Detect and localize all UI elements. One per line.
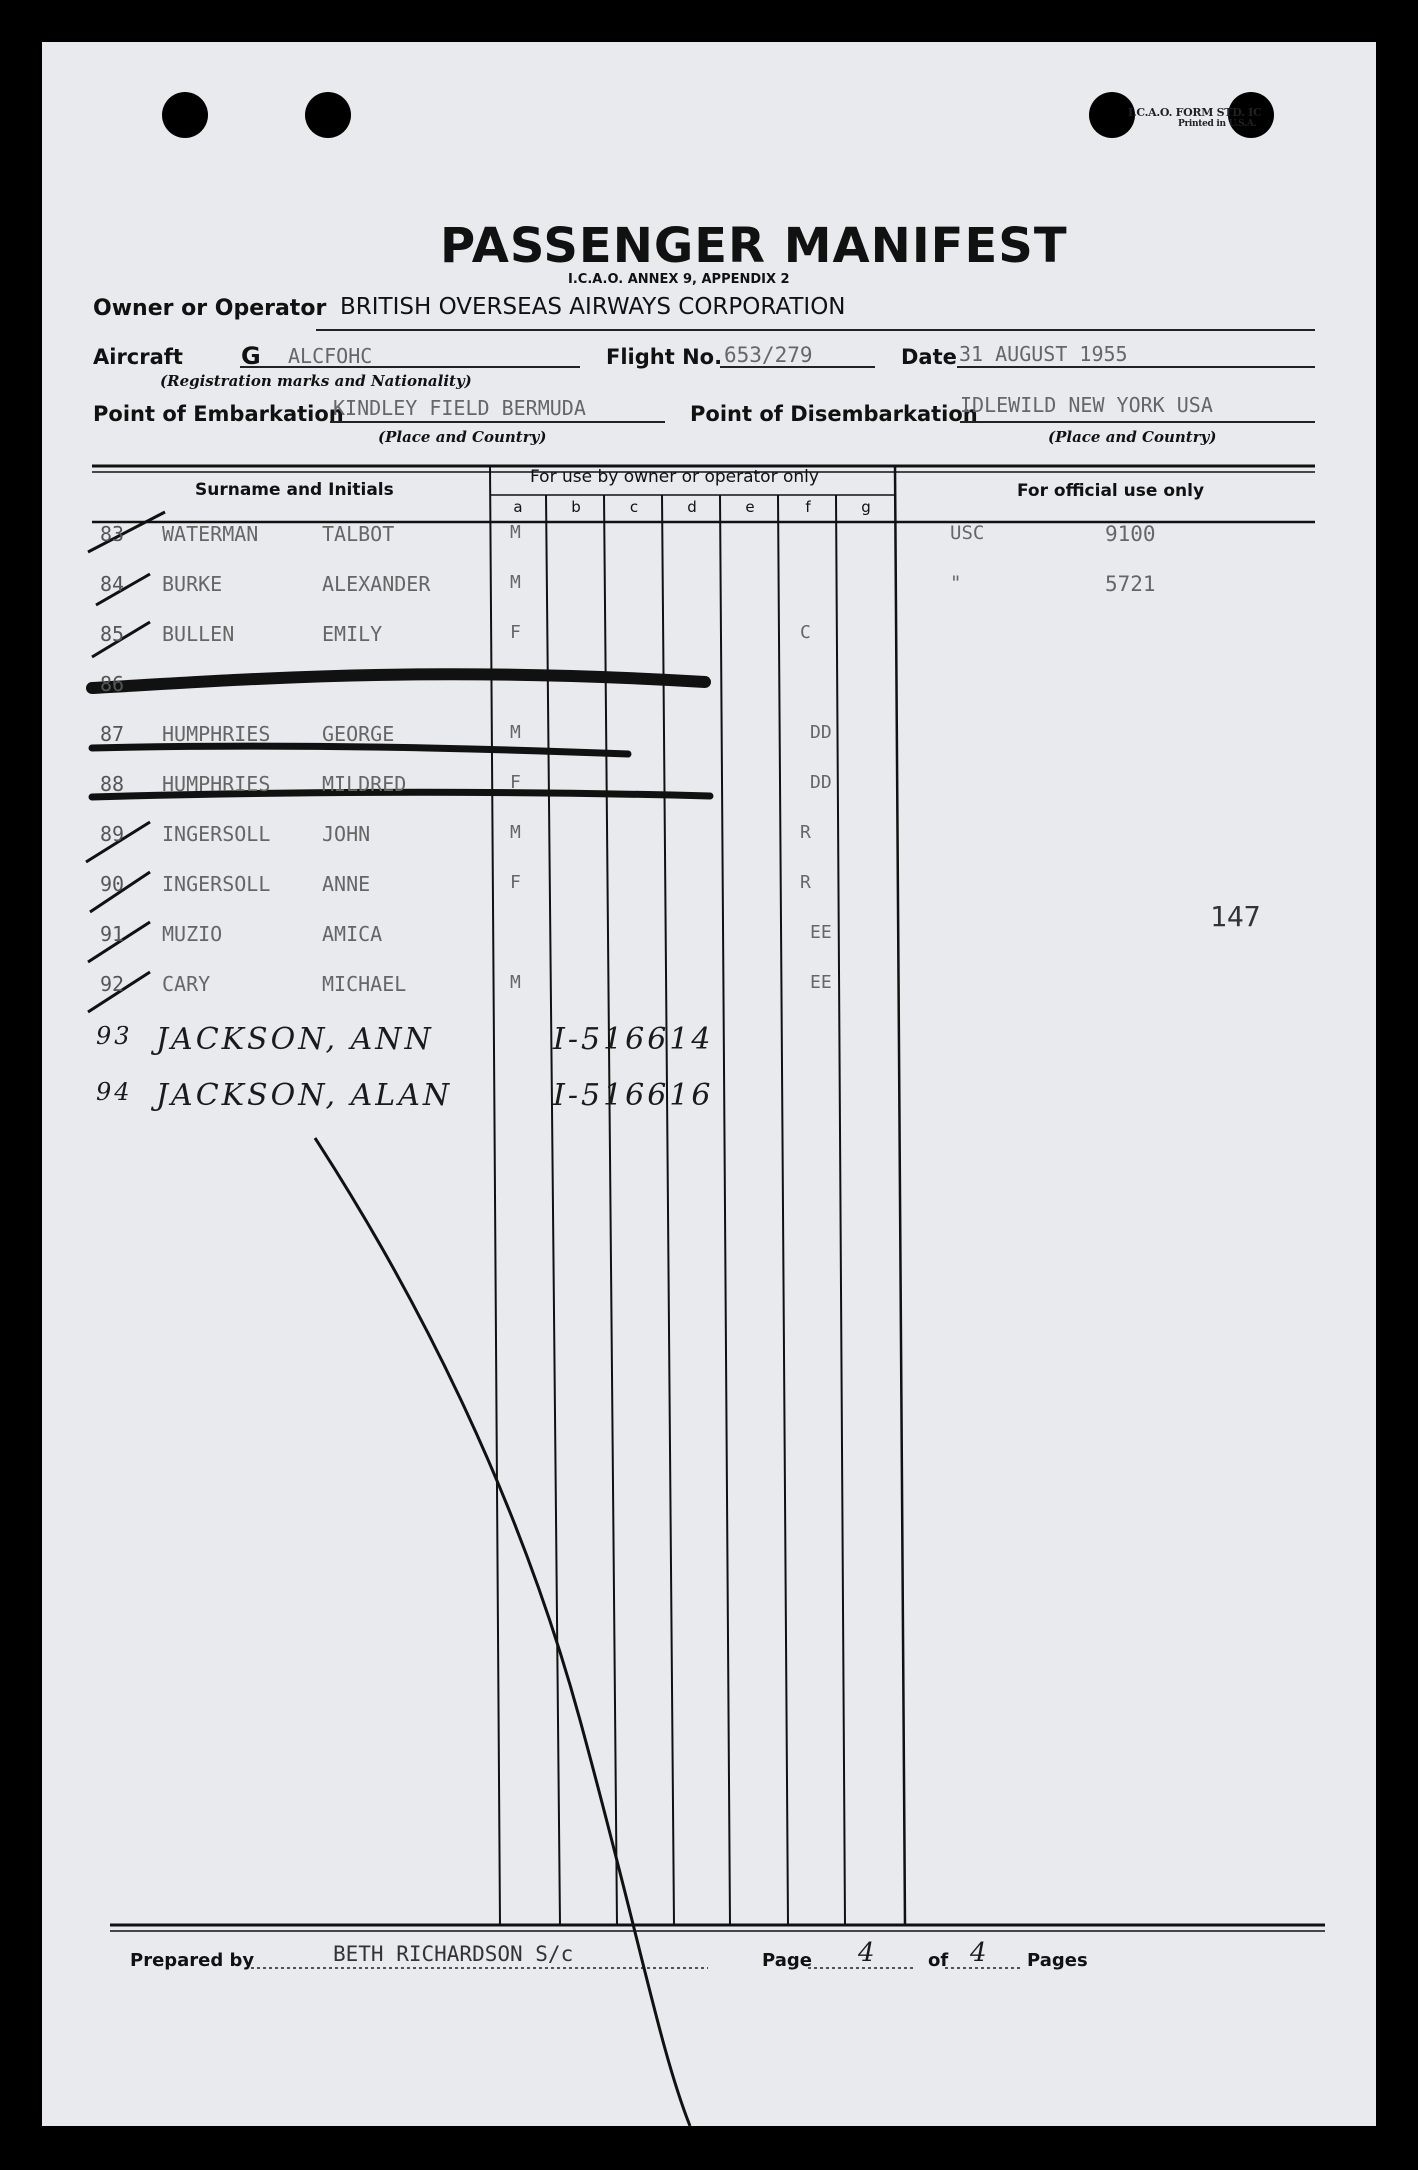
passenger-surname: HUMPHRIES bbox=[162, 772, 271, 796]
row-number: 87 bbox=[100, 722, 125, 746]
passenger-name-handwritten: JACKSON, ALAN bbox=[156, 1078, 453, 1113]
form-stamp-line2: Printed in U.S.A. bbox=[1178, 119, 1257, 129]
owner-label: Owner or Operator bbox=[93, 296, 327, 321]
document-number-handwritten: I-516616 bbox=[553, 1078, 714, 1113]
passenger-sex: M bbox=[510, 822, 521, 843]
passenger-code-f: C bbox=[800, 622, 811, 643]
passenger-code-f: R bbox=[800, 872, 811, 893]
flight-label: Flight No. bbox=[606, 345, 723, 369]
passenger-surname: INGERSOLL bbox=[162, 822, 271, 846]
passenger-first-name: ANNE bbox=[322, 872, 371, 896]
disembark-label: Point of Disembarkation bbox=[690, 402, 978, 426]
page-value: 4 bbox=[858, 1938, 878, 1968]
passenger-surname: MUZIO bbox=[162, 922, 223, 946]
owner-value: BRITISH OVERSEAS AIRWAYS CORPORATION bbox=[340, 294, 846, 320]
form-stamp-line1: I.C.A.O. FORM STD. IC bbox=[1128, 106, 1262, 119]
embark-label: Point of Embarkation bbox=[93, 402, 344, 426]
passenger-surname: CARY bbox=[162, 972, 211, 996]
column-letter: d bbox=[687, 498, 697, 516]
row-number: 88 bbox=[100, 772, 125, 796]
prepared-label: Prepared by bbox=[130, 1950, 255, 1971]
column-letter: b bbox=[571, 498, 581, 516]
column-letter: a bbox=[513, 498, 523, 516]
passenger-first-name: ALEXANDER bbox=[322, 572, 431, 596]
passenger-first-name: MILDRED bbox=[322, 772, 407, 796]
aircraft-note: (Registration marks and Nationality) bbox=[160, 372, 472, 390]
row-number: 94 bbox=[96, 1078, 133, 1106]
aircraft-typed: ALCFOHC bbox=[288, 344, 373, 368]
column-letter: g bbox=[861, 498, 871, 516]
page-label: Page bbox=[762, 1950, 812, 1971]
of-label: of bbox=[928, 1950, 949, 1971]
passenger-surname: HUMPHRIES bbox=[162, 722, 271, 746]
official-code: " bbox=[950, 572, 962, 594]
document-number-handwritten: I-516614 bbox=[553, 1022, 714, 1057]
of-value: 4 bbox=[970, 1938, 990, 1968]
aircraft-label: Aircraft bbox=[93, 345, 183, 369]
pages-label: Pages bbox=[1027, 1950, 1088, 1971]
passenger-first-name: JOHN bbox=[322, 822, 371, 846]
passenger-first-name: TALBOT bbox=[322, 522, 395, 546]
passenger-sex: F bbox=[510, 872, 521, 893]
flight-value: 653/279 bbox=[724, 343, 813, 367]
surname-header: Surname and Initials bbox=[195, 480, 394, 500]
official-number: 5721 bbox=[1105, 572, 1156, 596]
column-letter: c bbox=[629, 498, 639, 516]
passenger-first-name: MICHAEL bbox=[322, 972, 407, 996]
page-subtitle: I.C.A.O. ANNEX 9, APPENDIX 2 bbox=[568, 272, 790, 287]
passenger-surname: INGERSOLL bbox=[162, 872, 271, 896]
row-number: 86 bbox=[100, 672, 125, 696]
official-total: 147 bbox=[1210, 900, 1261, 933]
passenger-code-f: EE bbox=[810, 922, 832, 943]
row-number: 84 bbox=[100, 572, 125, 596]
passenger-first-name: GEORGE bbox=[322, 722, 395, 746]
date-value: 31 AUGUST 1955 bbox=[959, 342, 1128, 366]
row-number: 93 bbox=[96, 1022, 133, 1050]
row-number: 92 bbox=[100, 972, 125, 996]
passenger-code-f: DD bbox=[810, 722, 832, 743]
passenger-name-handwritten: JACKSON, ANN bbox=[156, 1022, 434, 1057]
page-title: PASSENGER MANIFEST bbox=[440, 218, 1068, 274]
disembark-value: IDLEWILD NEW YORK USA bbox=[960, 393, 1213, 417]
passenger-code-f: DD bbox=[810, 772, 832, 793]
disembark-note: (Place and Country) bbox=[1048, 428, 1217, 446]
official-number: 9100 bbox=[1105, 522, 1156, 546]
passenger-sex: M bbox=[510, 522, 521, 543]
passenger-sex: F bbox=[510, 772, 521, 793]
row-number: 90 bbox=[100, 872, 125, 896]
passenger-code-f: EE bbox=[810, 972, 832, 993]
passenger-sex: M bbox=[510, 972, 521, 993]
date-label: Date bbox=[901, 345, 957, 369]
passenger-first-name: AMICA bbox=[322, 922, 383, 946]
row-number: 89 bbox=[100, 822, 125, 846]
row-number: 83 bbox=[100, 522, 125, 546]
official-code: USC bbox=[950, 522, 985, 544]
column-letter: e bbox=[745, 498, 755, 516]
aircraft-value: G bbox=[241, 342, 261, 370]
embark-note: (Place and Country) bbox=[378, 428, 547, 446]
owner-use-header: For use by owner or operator only bbox=[530, 467, 819, 487]
embark-value: KINDLEY FIELD BERMUDA bbox=[333, 396, 586, 420]
passenger-sex: M bbox=[510, 722, 521, 743]
passenger-first-name: EMILY bbox=[322, 622, 383, 646]
passenger-surname: BULLEN bbox=[162, 622, 235, 646]
passenger-surname: BURKE bbox=[162, 572, 223, 596]
passenger-sex: M bbox=[510, 572, 521, 593]
passenger-code-f: R bbox=[800, 822, 811, 843]
passenger-sex: F bbox=[510, 622, 521, 643]
prepared-value: BETH RICHARDSON S/c bbox=[333, 1942, 574, 1966]
column-letter: f bbox=[805, 498, 811, 516]
official-use-header: For official use only bbox=[1017, 481, 1205, 501]
row-number: 91 bbox=[100, 922, 125, 946]
passenger-surname: WATERMAN bbox=[162, 522, 259, 546]
row-number: 85 bbox=[100, 622, 125, 646]
